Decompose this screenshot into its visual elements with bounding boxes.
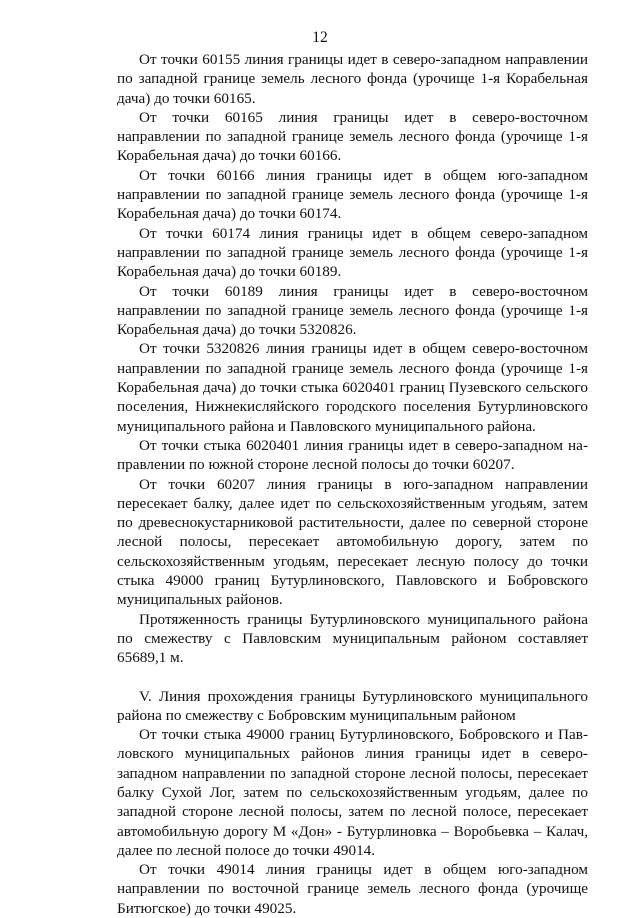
paragraph-point-60189: От точки 60189 линия границы идет в северо-восточном направлении по западной границе земель лесного фонда (урочище 1-я Корабельная дача) до точки 5320826.: [117, 282, 588, 339]
paragraph-point-60155: От точки 60155 линия границы идет в северо-западном направлении по западной границе земель лесного фонда (урочище 1-я Корабельная дача) до точки 60165.: [117, 51, 588, 107]
paragraph-point-5320826: От точки 5320826 линия границы идет в общем северо-восточном направлении по западной границе земель лесного фонда (урочище 1-я Корабельная дача) до точки стыка 6020401 границ Пузевского сельского поселения, Нижнекисляйского городского поселения Бутурлиновского муниципального района и Павловского муниципального района.: [117, 340, 588, 435]
paragraph-point-60165: От точки 60165 линия границы идет в северо-восточном направлении по западной границе земель лесного фонда (урочище 1-я Корабельная дача) до точки 60166.: [117, 108, 588, 165]
paragraph-point-60207: От точки 60207 линия границы в юго-западном направлении пересекает балку, далее идет по сельскохозяйственным угодьям, затем по древеснокустарниковой растительности, далее по северной стороне лесной полосы, пересекает автомобильную дорогу, затем по сельскохозяйственным угодьям, пересекает лесную полосу до точки стыка 49000 границ Бутурлиновского, Павловского и Бобровского муниципальных районов.: [117, 475, 588, 609]
paragraph-point-60166: От точки 60166 линия границы идет в общем юго-западном направлении по западной границе земель лесного фонда (урочище 1-я Корабельная дача) до точки 60174.: [117, 166, 588, 223]
paragraph-border-length-pavlovsky: Протяженность границы Бутурлиновского муниципального района по смежеству с Павловским муниципальным районом составляет 65689,1 м.: [117, 610, 588, 667]
page-number: 12: [312, 29, 328, 46]
section-spacer: [117, 668, 588, 687]
paragraph-junction-6020401: От точки стыка 6020401 линия границы идет в северо-западном направлении по южной стороне лесной полосы до точки 60207.: [117, 436, 588, 474]
paragraph-point-49014: От точки 49014 линия границы идет в общем юго-западном направлении по восточной границе земель лесного фонда (урочище Битюгское) до точки 49025.: [117, 861, 588, 917]
paragraph-point-60174: От точки 60174 линия границы идет в общем северо-западном направлении по западной границе земель лесного фонда (урочище 1-я Корабельная дача) до точки 60189.: [117, 224, 588, 281]
paragraph-junction-49000: От точки стыка 49000 границ Бутурлиновского, Бобровского и Павловского муниципальных районов линия границы идет в северо-западном направлении по западной стороне лесной полосы, пересекает балку Сухой Лог, затем по сельскохозяйственным угодьям, далее по западной стороне лесной полосы, затем по лесной полосе, пересекает автомобильную дорогу М «Дон» - Бутурлиновка – Воробьевка – Калач, далее по лесной полосе до точки 49014.: [117, 726, 588, 859]
section-heading-v: V. Линия прохождения границы Бутурлиновского муниципального района по смежеству с Бобровским муниципальным районом: [117, 687, 588, 724]
document-body: [117, 50, 588, 918]
